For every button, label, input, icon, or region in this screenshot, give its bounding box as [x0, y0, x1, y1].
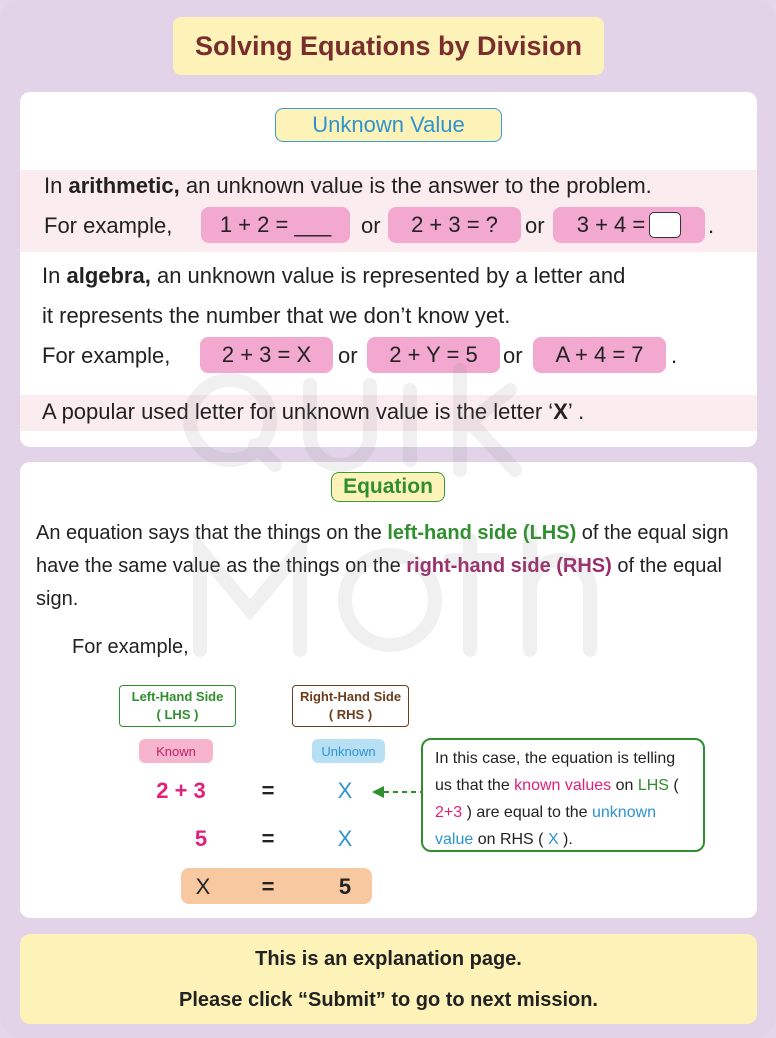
equation-definition: An equation says that the things on the left-hand side (LHS) of the equal sign have the same value as the things on the right-hand side (RHS) of the equal sign. [36, 522, 729, 610]
page-title: Solving Equations by Division [173, 17, 604, 75]
blank-box [649, 212, 681, 238]
algebra-text: In algebra, an unknown value is represented by a letter and [42, 263, 626, 288]
row3-equals: = [261, 874, 275, 899]
rhs-label: Right-Hand Side ( RHS ) [292, 685, 409, 727]
footer-instructions [20, 934, 757, 1024]
row2-right: X [337, 826, 353, 851]
known-tag: Known [139, 739, 213, 763]
popular-letter-text: A popular used letter for unknown value is the letter ‘X’ . [42, 399, 585, 424]
row1-right: X [337, 778, 353, 803]
row3-left: X [195, 874, 211, 899]
row1-equals: = [261, 778, 275, 803]
period: . [708, 213, 715, 238]
row3-right: 5 [338, 874, 352, 899]
footer-line-1: This is an explanation page. [255, 948, 522, 970]
equation-card [20, 462, 757, 918]
alg-example-3: A + 4 = 7 [533, 337, 666, 373]
or-word: or [503, 343, 523, 368]
period: . [671, 343, 678, 368]
algebra-text-2: it represents the number that we don’t know yet. [42, 303, 511, 328]
row2-equals: = [261, 826, 275, 851]
or-word: or [338, 343, 358, 368]
unknown-value-heading: Unknown Value [275, 108, 502, 142]
alg-example-1: 2 + 3 = X [200, 337, 333, 373]
unknown-tag: Unknown [312, 739, 385, 763]
or-word: or [525, 213, 545, 238]
arithmetic-text: In arithmetic, an unknown value is the answer to the problem. [44, 173, 652, 198]
arith-for-example: For example, [44, 213, 173, 238]
unknown-value-card [20, 92, 757, 447]
arith-example-3: 3 + 4 = [553, 207, 705, 243]
equation-for-example: For example, [72, 636, 189, 658]
arith-example-2: 2 + 3 = ? [388, 207, 521, 243]
lhs-label: Left-Hand Side ( LHS ) [119, 685, 236, 727]
or-word: or [361, 213, 381, 238]
alg-for-example: For example, [42, 343, 171, 368]
equation-heading: Equation [331, 472, 445, 502]
dashed-arrow-icon [372, 782, 424, 802]
alg-example-2: 2 + Y = 5 [367, 337, 500, 373]
arith-example-1: 1 + 2 = ___ [201, 207, 350, 243]
row2-left: 5 [194, 826, 208, 851]
row1-left: 2 + 3 [156, 778, 206, 803]
explanation-note: In this case, the equation is telling us that the known values on LHS ( 2+3 ) are equal to the unknown value on RHS ( X ). [421, 738, 705, 852]
footer-line-2: Please click “Submit” to go to next mission. [179, 989, 598, 1011]
